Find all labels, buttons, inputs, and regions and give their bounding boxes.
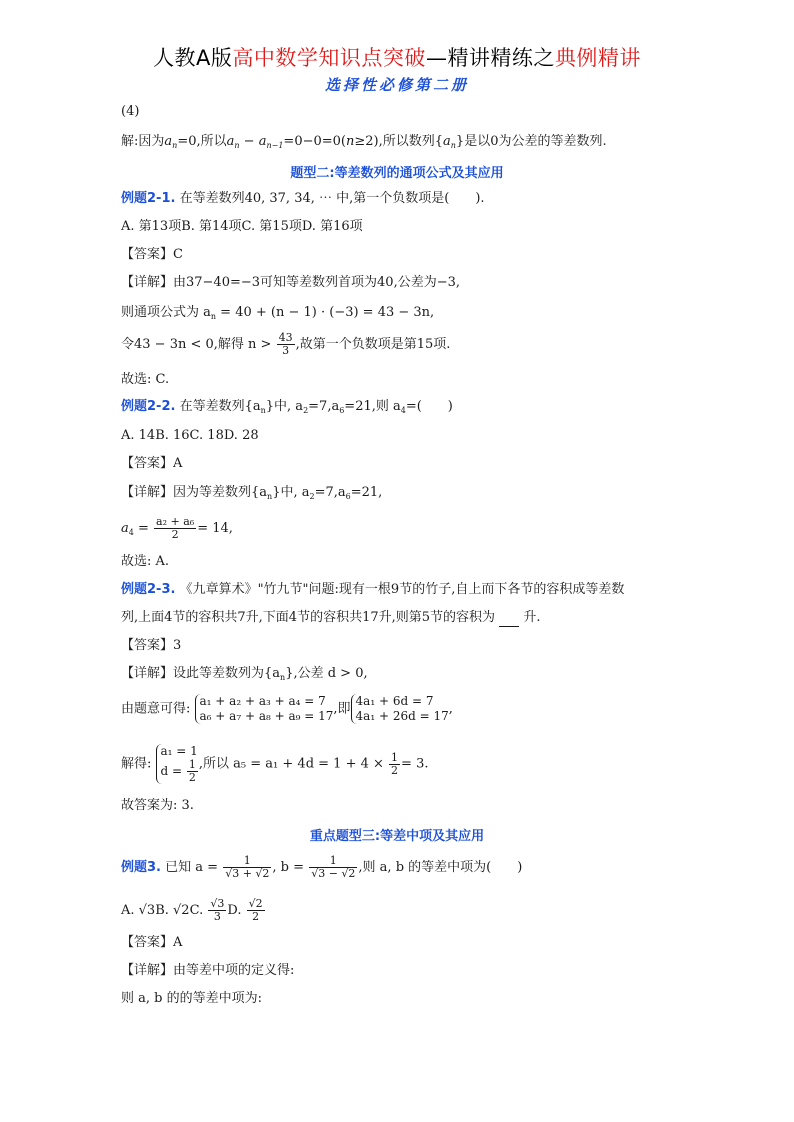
- text-segment: },公差 d > 0,: [285, 666, 368, 681]
- text-segment: D.: [227, 903, 242, 918]
- fraction-numerator: 43: [278, 331, 293, 344]
- text-segment: 【详解】设此等差数列为{a: [121, 666, 281, 681]
- page-header-subtitle: 选择性必修第二册: [324, 76, 469, 94]
- example-3: [121, 855, 522, 880]
- text-segment: =( ): [405, 399, 453, 414]
- example-options: A. 14B. 16C. 18D. 28: [121, 428, 259, 443]
- answer-line: 【答案】A: [121, 935, 183, 950]
- header-title-part4: 典例精讲: [554, 46, 641, 70]
- example-options: [121, 898, 266, 923]
- text-segment: A. √3B. √2C.: [121, 903, 204, 918]
- equation-system: [195, 694, 334, 724]
- fraction: [277, 332, 295, 357]
- fraction-denominator: 2: [188, 771, 196, 784]
- conclusion-line: 故答案为: 3.: [121, 798, 194, 813]
- text-segment: 则通项公式为 a: [121, 305, 211, 320]
- detail-line: 【详解】由37−40=−3可知等差数列首项为40,公差为−3,: [121, 275, 461, 290]
- fraction-numerator: 1: [223, 855, 271, 868]
- answer-line: 【答案】C: [121, 247, 183, 262]
- detail-line: 则 a, b 的的等差中项为:: [121, 991, 262, 1006]
- text-segment: 令43 − 3n < 0,解得 n >: [121, 337, 272, 352]
- conclusion-line: 故选: C.: [121, 372, 170, 387]
- example-2-3: [121, 581, 624, 599]
- header-title-part1: 人教A版: [153, 46, 233, 70]
- fraction-denominator: 2: [252, 910, 260, 923]
- fraction: [223, 855, 271, 880]
- detail-line: 则通项公式为 $a_n = 40 + (n - 1) \cdot (-3) = 43 - 3n$,: [121, 305, 435, 321]
- fraction: [389, 752, 400, 777]
- fraction: [309, 855, 357, 880]
- detail-line: $a_4$ = $\frac{\text{a₂ + a₆}}{2}$ = 14,: [121, 515, 233, 541]
- text-segment: ,即: [333, 701, 351, 717]
- text-segment: }是以0为公差的等差数列.: [455, 134, 607, 149]
- detail-line: 【详解】由等差中项的定义得:: [121, 963, 295, 978]
- equation: a₁ = 1: [160, 744, 198, 758]
- example-2-2: 例题2-2. 在等差数列$\{a_n\}$中, $a_2=7,a_6=21$,则 $a_4=$( ): [121, 399, 453, 415]
- fraction: [247, 898, 265, 923]
- equation: 4a₁ + 6d = 7: [355, 694, 434, 708]
- text-segment: 由题意可得:: [121, 701, 191, 717]
- detail-line: [121, 744, 428, 784]
- equation: a₁ + a₂ + a₃ + a₄ = 7: [199, 694, 326, 708]
- text-segment: =21,: [350, 485, 383, 500]
- equation: 4a₁ + 26d = 17: [355, 709, 449, 723]
- text-segment: = 3.: [401, 756, 429, 772]
- answer-blank[interactable]: [499, 614, 519, 627]
- text-segment: }中, a: [265, 399, 304, 414]
- fraction-numerator: 1: [188, 758, 196, 771]
- item-number: (4): [121, 104, 140, 119]
- fraction-numerator: 1: [309, 855, 357, 868]
- text-segment: 【详解】因为等差数列{a: [121, 485, 268, 500]
- header-title-part2: 高中数学知识点突破: [232, 46, 426, 70]
- text-segment: =0−0=0(: [283, 134, 346, 149]
- example-label: 例题2-2.: [121, 399, 176, 414]
- section-heading-3: 重点题型三:等差中项及其应用: [309, 829, 485, 844]
- page-header-title: [0, 42, 794, 72]
- text-segment: , b =: [272, 860, 305, 875]
- fraction: [154, 516, 196, 541]
- fraction-denominator: 3: [282, 344, 290, 357]
- answer-line: 【答案】3: [121, 638, 182, 653]
- fraction: [187, 759, 198, 784]
- text-segment: }中, a: [272, 485, 310, 500]
- example-text: 《九章算术》"竹九节"问题:现有一根9节的竹子,自上而下各节的容积成等差数: [179, 582, 625, 597]
- fraction: [208, 898, 226, 923]
- text-segment: 列,上面4节的容积共7升,下面4节的容积共17升,则第5节的容积为: [121, 610, 496, 625]
- text-segment: ,: [448, 701, 453, 717]
- detail-line: [121, 332, 450, 357]
- fraction-denominator: 2: [171, 528, 179, 541]
- text-segment: a: [121, 521, 129, 536]
- text-segment: =7,a: [308, 399, 340, 414]
- text-segment: 已知 a =: [165, 860, 219, 875]
- example-label: 例题2-1.: [121, 191, 176, 206]
- section-heading-2: 题型二:等差数列的通项公式及其应用: [290, 166, 504, 181]
- text-segment: 升.: [523, 610, 541, 625]
- text-segment: ,则 a, b 的等差中项为( ): [358, 860, 523, 875]
- detail-line: 【详解】设此等差数列为$\{a_n\}$,公差 d > 0,: [121, 666, 368, 682]
- text-segment: 解:因为: [121, 134, 165, 149]
- equation-system: [156, 744, 199, 784]
- fraction-denominator: √3 + √2: [225, 867, 270, 880]
- solution-line: 解:因为$a_n=0$,所以$a_n - a_{n-1}=0-0=0(n\ge 2)$,所以数列$\{a_n\}$是以0为公差的等差数列.: [121, 134, 607, 150]
- text-segment: =7,a: [314, 485, 346, 500]
- fraction-numerator: 1: [391, 750, 399, 764]
- header-title-part3: —精讲精练之: [425, 46, 555, 70]
- example-label: 例题3.: [121, 860, 161, 875]
- text-segment: 在等差数列{a: [179, 399, 261, 414]
- equation: d =: [160, 764, 183, 778]
- text-segment: =0,所以: [177, 134, 227, 149]
- text-segment: 解得:: [121, 756, 152, 772]
- fraction-denominator: 3: [213, 910, 221, 923]
- detail-line: 【详解】因为等差数列$\{a_n\}$中, $a_2=7,a_6=21$,: [121, 485, 383, 501]
- conclusion-line: 故选: A.: [121, 554, 170, 569]
- example-label: 例题2-3.: [121, 582, 176, 597]
- text-segment: = 40 + (n − 1) · (−3) = 43 − 3n,: [216, 305, 435, 320]
- text-segment: ,所以 a₅ = a₁ + 4d = 1 + 4 ×: [198, 756, 384, 772]
- answer-line: 【答案】A: [121, 456, 183, 471]
- fraction-numerator: √3: [210, 897, 225, 910]
- example-2-1: [121, 190, 485, 208]
- text-segment: ,故第一个负数项是第15项.: [295, 337, 451, 352]
- example-options: A. 第13项B. 第14项C. 第15项D. 第16项: [121, 219, 363, 234]
- fraction-denominator: √3 − √2: [311, 867, 356, 880]
- text-segment: = 14,: [197, 521, 233, 536]
- example-text: 在等差数列40, 37, 34, ⋯ 中,第一个负数项是( ).: [179, 191, 485, 206]
- fraction-denominator: 2: [391, 763, 399, 777]
- example-text-continued: [121, 609, 540, 627]
- detail-line: [121, 694, 453, 724]
- fraction-numerator: √2: [248, 897, 263, 910]
- fraction-numerator: a₂ + a₆: [156, 515, 195, 528]
- equation: a₆ + a₇ + a₈ + a₉ = 17: [199, 709, 334, 723]
- equation-system: [351, 694, 449, 724]
- text-segment: =21,则 a: [344, 399, 401, 414]
- text-segment: ≥2),所以数列{: [354, 134, 443, 149]
